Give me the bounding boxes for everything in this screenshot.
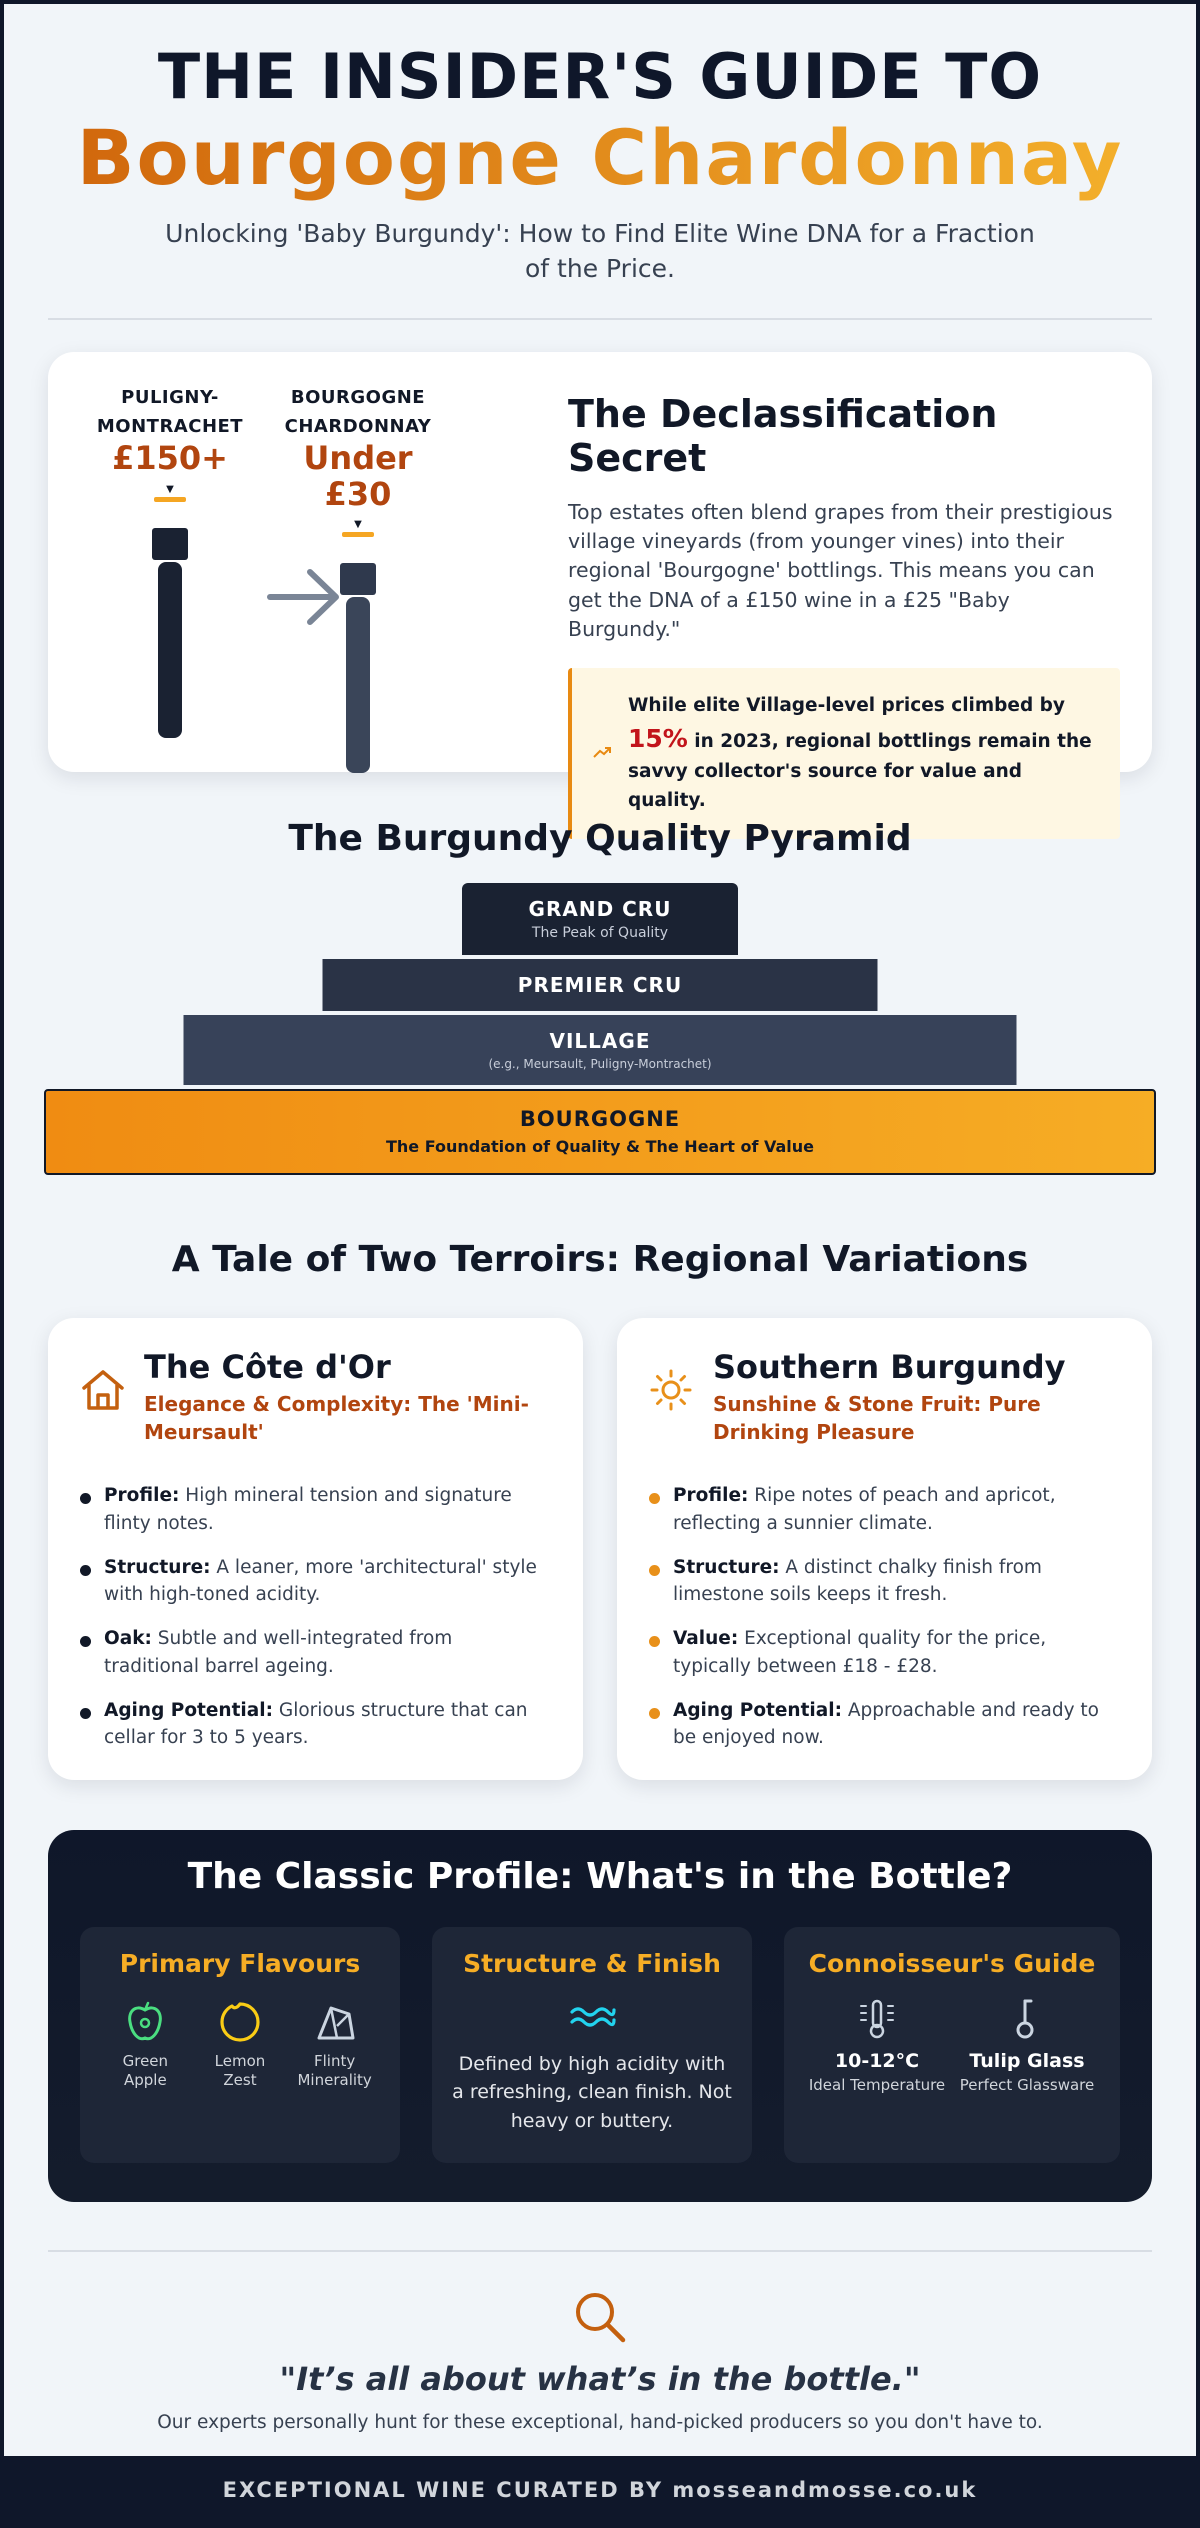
bottle-name-line1: BOURGOGNE	[290, 386, 426, 408]
bottle-name-line2: MONTRACHET	[96, 415, 244, 437]
temperature-value: 10-12°C	[834, 2049, 920, 2072]
search-icon	[571, 2288, 629, 2346]
wine-bottle-icon	[148, 528, 192, 738]
flavour-item	[195, 2000, 285, 2091]
terroir-tagline: Elegance & Complexity: The 'Mini-Meursault'	[144, 1392, 529, 1445]
declassification-text	[550, 382, 1120, 811]
bottle-name-line1: PULIGNY-	[121, 386, 219, 408]
bottle-puligny	[80, 384, 260, 738]
item-text: Exceptional quality for the price, typically between £18 - £28.	[673, 1628, 1047, 1677]
structure-card	[432, 1927, 752, 2163]
item-text: High mineral tension and signature flinty notes.	[104, 1485, 512, 1534]
callout-text	[628, 692, 1092, 814]
list-item	[80, 1697, 551, 1753]
list-item	[649, 1482, 1120, 1538]
card-title: Structure & Finish	[463, 1948, 721, 1978]
terroir-southern	[617, 1318, 1152, 1780]
terroir-list	[649, 1482, 1120, 1752]
bottle-price: Under £30	[303, 439, 413, 513]
card-title: Connoisseur's Guide	[808, 1948, 1096, 1978]
declassification-body: Top estates often blend grapes from their prestigious village vineyards (from younger vines) into their regional 'Bourgogne' bottlings. This means you can get the DNA of a £150 wine in a £25 "Baby Burgundy."	[568, 499, 1113, 642]
list-item	[80, 1554, 551, 1610]
title-line-2: Bourgogne Chardonnay	[48, 114, 1152, 201]
pyramid-title: The Burgundy Quality Pyramid	[288, 817, 912, 859]
footer-text: EXCEPTIONAL WINE CURATED BY mosseandmosse.co.uk	[222, 2478, 978, 2502]
callout-percentage: 15%	[628, 724, 688, 754]
declassification-title: The Declassification Secret	[568, 391, 998, 480]
tier-name: GRAND CRU	[528, 896, 672, 921]
mineral-icon	[313, 2000, 357, 2044]
item-label: Structure:	[104, 1556, 211, 1578]
icon-label-line2: Apple	[123, 2071, 167, 2090]
item-label: Aging Potential:	[673, 1699, 842, 1721]
header	[48, 4, 1152, 286]
icon-label-line1: Flinty	[314, 2051, 356, 2070]
tier-premier-cru	[323, 959, 878, 1011]
tier-grand-cru	[462, 883, 738, 955]
waves-icon	[568, 2002, 616, 2032]
tier-sub: The Peak of Quality	[531, 924, 669, 941]
item-text: Approachable and ready to be enjoyed now.	[673, 1699, 1100, 1749]
item-label: Oak:	[104, 1628, 152, 1650]
icon-label-line1: Lemon	[214, 2051, 266, 2070]
house-icon	[80, 1348, 144, 1446]
icon-label-line1: Green	[122, 2051, 169, 2070]
item-label: Profile:	[673, 1485, 749, 1507]
list-item	[649, 1697, 1120, 1753]
glassware-value: Tulip Glass	[969, 2049, 1085, 2072]
declassification-card	[48, 352, 1152, 811]
terroir-tagline: Sunshine & Stone Fruit: Pure Drinking Pleasure	[713, 1392, 1041, 1445]
item-label: Structure:	[673, 1556, 780, 1578]
flavour-item	[100, 2000, 190, 2091]
apple-icon	[125, 2000, 165, 2044]
trend-up-icon	[592, 744, 628, 763]
profile-title: The Classic Profile: What's in the Bottle?	[187, 1855, 1013, 1897]
callout-after: in 2023, regional bottlings remain the savvy collector's source for value and quality.	[628, 731, 1092, 811]
card-title: Primary Flavours	[119, 1948, 361, 1978]
subtitle: Unlocking 'Baby Burgundy': How to Find Elite Wine DNA for a Fraction of the Price.	[165, 218, 1035, 283]
item-text: Glorious structure that can cellar for 3 to 5 years.	[104, 1699, 528, 1749]
flavour-icons	[98, 2000, 382, 2091]
structure-description: Defined by high acidity with a refreshing, clean finish. Not heavy or buttery.	[452, 2052, 732, 2132]
terroir-header	[80, 1348, 551, 1446]
list-item	[649, 1625, 1120, 1681]
terroirs-title: A Tale of Two Terroirs: Regional Variations	[171, 1238, 1029, 1280]
price-marker	[154, 497, 186, 502]
terroir-cote-dor	[48, 1318, 583, 1780]
divider	[48, 318, 1152, 320]
glassware-item	[952, 1998, 1102, 2094]
tier-sub: The Foundation of Quality & The Heart of Value	[386, 1137, 814, 1157]
icon-label-line2: Zest	[223, 2071, 257, 2090]
footer	[4, 2456, 1196, 2524]
tier-name: PREMIER CRU	[517, 972, 683, 997]
item-text: A distinct chalky finish from limestone soils keeps it fresh.	[673, 1556, 1042, 1606]
tier-name: VILLAGE	[549, 1028, 651, 1053]
terroir-cards	[48, 1318, 1152, 1780]
item-text: Subtle and well-integrated from traditional barrel ageing.	[104, 1628, 453, 1677]
quote-text: "It’s all about what’s in the bottle."	[279, 2359, 921, 2398]
wine-bottle-icon	[336, 563, 380, 773]
list-item	[80, 1625, 551, 1681]
tier-name: BOURGOGNE	[519, 1107, 681, 1132]
price-callout	[568, 668, 1120, 838]
sun-icon	[649, 1348, 713, 1446]
terroir-header	[649, 1348, 1120, 1446]
quality-pyramid	[48, 883, 1152, 1175]
list-item	[649, 1554, 1120, 1610]
bottle-comparison	[80, 382, 550, 742]
item-label: Aging Potential:	[104, 1699, 273, 1721]
item-label: Value:	[673, 1628, 739, 1650]
item-text: Ripe notes of peach and apricot, reflecting a sunnier climate.	[673, 1485, 1056, 1534]
classic-profile	[48, 1830, 1152, 2202]
terroir-title: The Côte d'Or	[144, 1347, 391, 1386]
temperature-item	[802, 1998, 952, 2094]
wine-glass-icon	[1005, 1998, 1049, 2040]
bottle-name-line2: CHARDONNAY	[284, 415, 432, 437]
thermometer-icon	[855, 1998, 899, 2040]
guide-items	[802, 1998, 1102, 2094]
price-marker	[342, 532, 374, 537]
primary-flavours-card	[80, 1927, 400, 2163]
item-text: A leaner, more 'architectural' style with high-toned acidity.	[104, 1556, 537, 1606]
profile-cards	[80, 1927, 1120, 2163]
temperature-label: Ideal Temperature	[808, 2075, 946, 2094]
lemon-icon	[218, 2000, 262, 2044]
tier-sub: (e.g., Meursault, Puligny-Montrachet)	[488, 1056, 712, 1071]
tier-bourgogne	[44, 1089, 1156, 1175]
quote-block	[48, 2252, 1152, 2433]
caret-down-icon: ▼	[166, 483, 174, 495]
connoisseur-guide-card	[784, 1927, 1120, 2163]
caret-down-icon: ▼	[354, 518, 362, 530]
tier-village	[184, 1015, 1017, 1085]
bottle-price: £150+	[112, 439, 228, 478]
callout-before: While elite Village-level prices climbed by	[628, 695, 1065, 717]
glassware-label: Perfect Glassware	[959, 2075, 1095, 2094]
flavour-item	[290, 2000, 380, 2091]
terroir-title: Southern Burgundy	[713, 1347, 1066, 1386]
title-line-1: THE INSIDER'S GUIDE TO	[157, 40, 1043, 113]
item-label: Profile:	[104, 1485, 180, 1507]
icon-label-line2: Minerality	[297, 2071, 372, 2090]
terroir-list	[80, 1482, 551, 1752]
bottle-bourgogne	[268, 384, 448, 773]
quote-subtext: Our experts personally hunt for these exceptional, hand-picked producers so you don't have to.	[157, 2411, 1043, 2433]
list-item	[80, 1482, 551, 1538]
